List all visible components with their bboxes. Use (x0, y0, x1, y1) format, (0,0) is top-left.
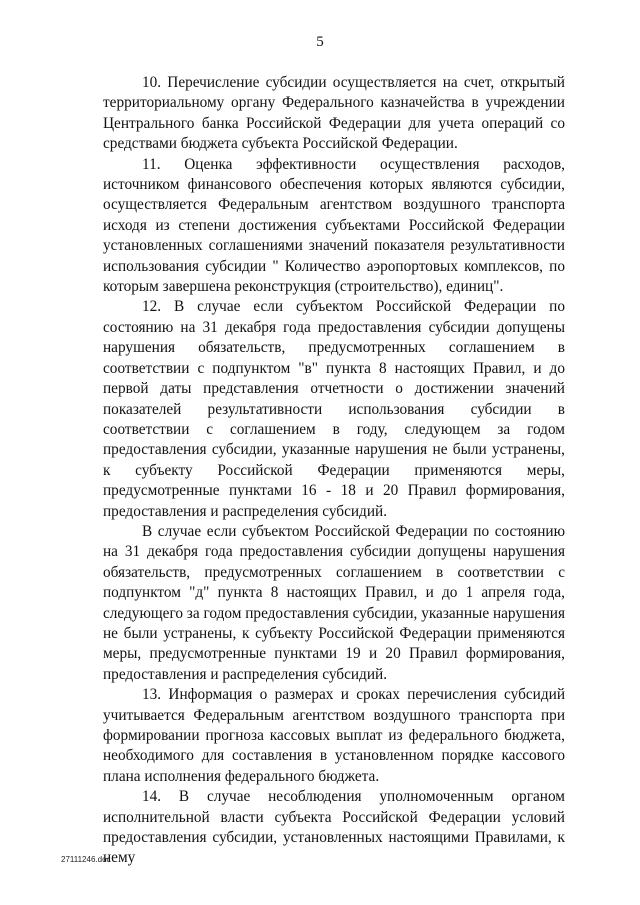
paragraph-10: 10. Перечисление субсидии осуществляется на счет, открытый территориальному органу Федерального казначейства в учреждении Центрального банка Российской Федерации для учета операций со средствами бюджета субъекта Российской Федерации. (103, 74, 565, 153)
paragraph-13: 13. Информация о размерах и сроках перечисления субсидий учитывается Федеральным агентством воздушного транспорта при формировании прогноза кассовых выплат из федерального бюджета, необходимого для составления в установленном порядке кассового плана исполнения федерального бюджета. (103, 686, 565, 785)
paragraph-12-continued: В случае если субъектом Российской Федерации по состоянию на 31 декабря года предоставления субсидии допущены нарушения обязательств, предусмотренных соглашением в соответствии с подпунктом "д" пункта 8 настоящих Правил, и до 1 апреля года, следующего за годом предоставления субсидии, указанные нарушения не были устранены, к субъекту Российской Федерации применяются меры, предусмотренные пунктами 19 и 20 Правил формирования, предоставления и распределения субсидий. (103, 522, 565, 683)
paragraph-11: 11. Оценка эффективности осуществления расходов, источником финансового обеспечения которых являются субсидии, осуществляется Федеральным агентством воздушного транспорта исходя из степени достижения субъектами Российской Федерации установленных соглашениями значений показателя результативности использования субсидии " Количество аэропортовых комплексов, по которым завершена реконструкция (строительство), единиц". (103, 155, 565, 296)
paragraph-12: 12. В случае если субъектом Российской Федерации по состоянию на 31 декабря года предоставления субсидии допущены нарушения обязательств, предусмотренных соглашением в соответствии с подпунктом "в" пункта 8 настоящих Правил, и до первой даты представления отчетности о достижении значений показателей результативности использования субсидии в соответствии с соглашением в году, следующем за годом предоставления субсидии, указанные нарушения не были устранены, к субъекту Российской Федерации применяются меры, предусмотренные пунктами 16 - 18 и 20 Правил формирования, предоставления и распределения субсидий. (103, 298, 565, 520)
file-name-footer: 27111246.doc (61, 855, 111, 864)
page-number: 5 (316, 34, 324, 50)
document-body (103, 73, 565, 869)
paragraph-14: 14. В случае несоблюдения уполномоченным органом исполнительной власти субъекта Российской Федерации условий предоставления субсидии, установленных настоящими Правилами, к нему (103, 788, 565, 867)
